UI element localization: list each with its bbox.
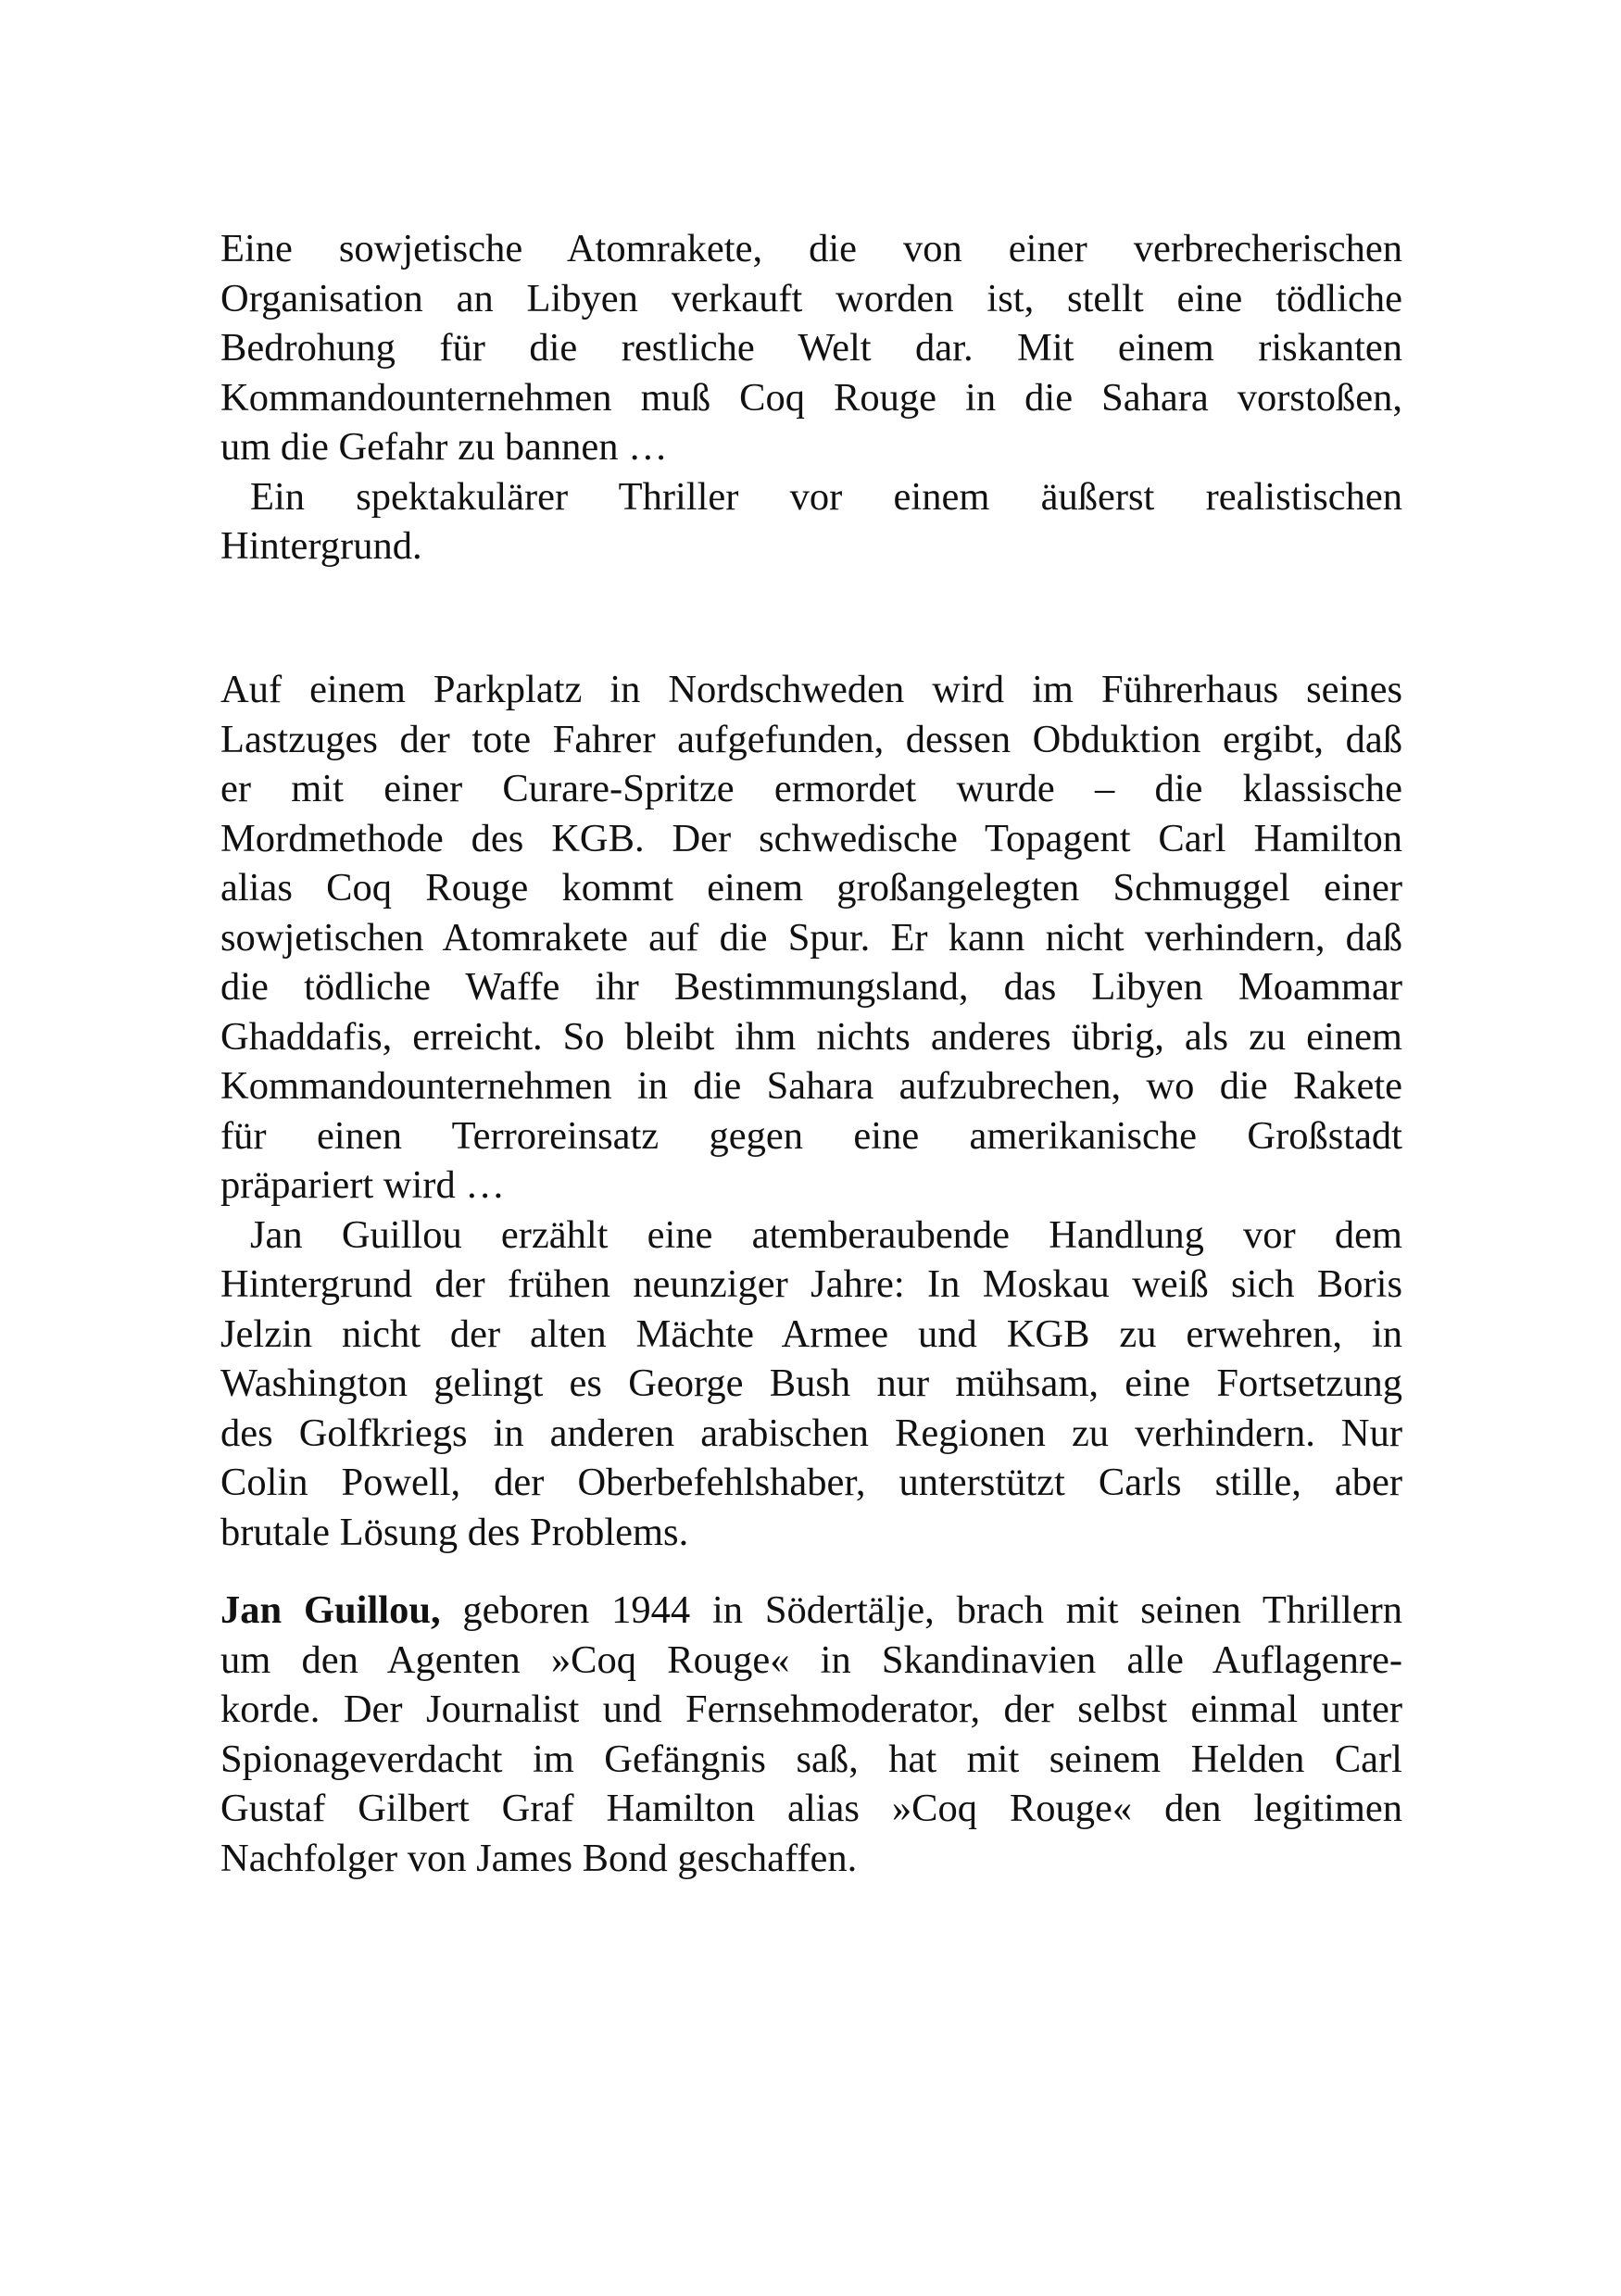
text-line: Hintergrund.: [220, 524, 422, 568]
text-line: Lastzuges der tote Fahrer aufgefunden, dessen Obduktion ergibt, daß: [220, 717, 1402, 761]
author-bio-section: [220, 1586, 1402, 1883]
text-line: Spionageverdacht im Gefängnis saß, hat mit seinem Helden Carl: [220, 1737, 1402, 1781]
text-line: sowjetischen Atomrakete auf die Spur. Er kann nicht verhindern, daß: [220, 915, 1402, 960]
text-line: Kommandounternehmen muß Coq Rouge in die Sahara vorstoßen,: [220, 375, 1402, 420]
author-bio-first-line-rest: geboren 1944 in Södertälje, brach mit seinen Thrillern: [440, 1588, 1402, 1632]
text-line: Jan Guillou erzählt eine atemberaubende Handlung vor dem: [250, 1212, 1402, 1257]
text-line: alias Coq Rouge kommt einem großangelegten Schmuggel einer: [220, 866, 1402, 910]
synopsis-section: [220, 665, 1402, 1557]
text-line: Jelzin nicht der alten Mächte Armee und KGB zu erwehren, in: [220, 1311, 1402, 1356]
text-line: [220, 1586, 1402, 1636]
text-line: Gustaf Gilbert Graf Hamilton alias »Coq Rouge« den legitimen: [220, 1787, 1402, 1830]
text-line: des Golfkriegs in anderen arabischen Regionen zu verhindern. Nur: [220, 1411, 1402, 1455]
text-line: er mit einer Curare-Spritze ermordet wurde – die klassische: [220, 767, 1402, 810]
text-line: Colin Powell, der Oberbefehlshaber, unterstützt Carls stille, aber: [220, 1461, 1402, 1504]
text-line: Nachfolger von James Bond geschaffen.: [220, 1836, 858, 1880]
text-line: Organisation an Libyen verkauft worden ist, stellt eine tödliche: [220, 276, 1402, 320]
text-line: Ghaddafis, erreicht. So bleibt ihm nichts anderes übrig, als zu einem: [220, 1014, 1402, 1059]
synopsis-paragraph-2: [220, 1211, 1402, 1558]
text-line: Bedrohung für die restliche Welt dar. Mit einem riskanten: [220, 326, 1402, 370]
text-line: Eine sowjetische Atomrakete, die von einer verbrecherischen: [220, 227, 1402, 270]
text-line: Ein spektakulärer Thriller vor einem äußerst realistischen: [250, 474, 1402, 519]
text-line: brutale Lösung des Problems.: [220, 1510, 689, 1554]
text-line: um die Gefahr zu bannen …: [220, 425, 668, 469]
blurb-section: [220, 224, 1402, 571]
text-line: um den Agenten »Coq Rouge« in Skandinavien alle Auflagenre-: [220, 1637, 1402, 1682]
synopsis-paragraph-1: [220, 665, 1402, 1211]
author-name: Jan Guillou,: [220, 1588, 441, 1632]
blurb-paragraph-2: [220, 472, 1402, 571]
text-line: Auf einem Parkplatz in Nordschweden wird im Führerhaus seines: [220, 668, 1402, 711]
text-line: Kommandounternehmen in die Sahara aufzubrechen, wo die Rakete: [220, 1064, 1402, 1108]
text-line: korde. Der Journalist und Fernsehmoderator, der selbst einmal unter: [220, 1687, 1402, 1731]
blurb-paragraph-1: [220, 224, 1402, 472]
text-line: Hintergrund der frühen neunziger Jahre: In Moskau weiß sich Boris: [220, 1262, 1402, 1306]
text-line: Mordmethode des KGB. Der schwedische Topagent Carl Hamilton: [220, 816, 1402, 860]
text-line: Washington gelingt es George Bush nur mühsam, eine Fortsetzung: [220, 1361, 1402, 1405]
author-bio-paragraph: [220, 1586, 1402, 1883]
text-line: präpariert wird …: [220, 1163, 505, 1207]
text-line: die tödliche Waffe ihr Bestimmungsland, das Libyen Moammar: [220, 965, 1402, 1009]
text-line: für einen Terroreinsatz gegen eine amerikanische Großstadt: [220, 1113, 1402, 1158]
